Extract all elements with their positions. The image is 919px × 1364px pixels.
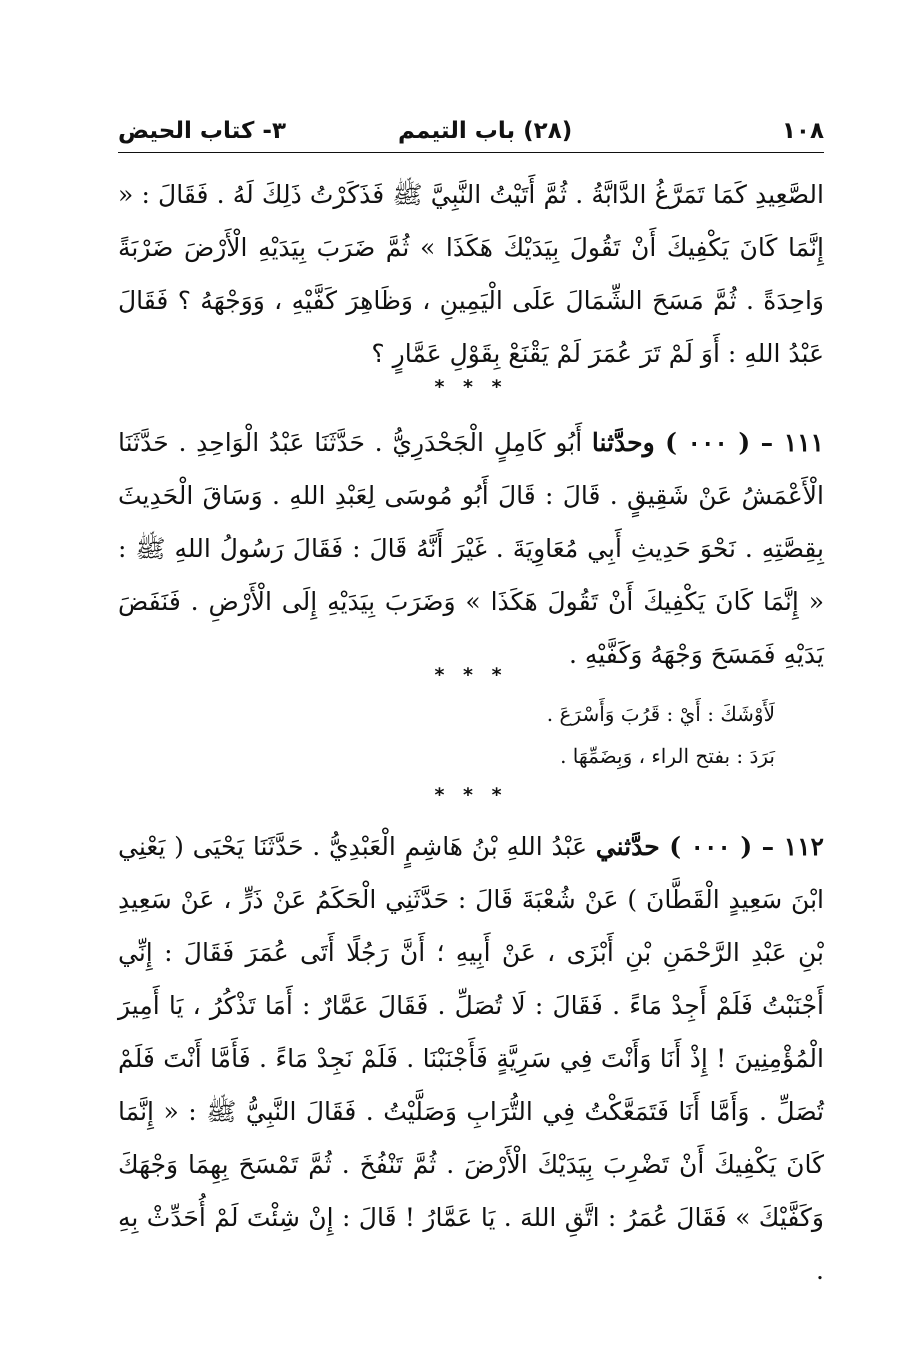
hadith-111-number: ١١١ – ( ٠٠٠ ) وحدَّثنا [591,428,824,457]
page-header [118,108,824,152]
paragraph-continuation: الصَّعِيدِ كَمَا تَمَرَّغُ الدَّابَّةُ . ثُمَّ أَتَيْتُ النَّبِيَّ ﷺ فَذَكَرْتُ ذَلِكَ لَهُ . فَقَالَ : « إِنَّمَا كَانَ يَكْفِيكَ أَنْ تَقُولَ بِيَدَيْكَ هَكَذَا » ثُمَّ ضَرَبَ بِيَدَيْهِ الْأَرْضَ ضَرْبَةً وَاحِدَةً . ثُمَّ مَسَحَ الشِّمَالَ عَلَى الْيَمِينِ ، وَظَاهِرَ كَفَّيْهِ ، وَوَجْهَهُ ؟ فَقَالَ عَبْدُ اللهِ : أَوَ لَمْ تَرَ عُمَرَ لَمْ يَقْنَعْ بِقَوْلِ عَمَّارٍ ؟ [118,180,824,368]
separator-stars: * * * [434,664,508,686]
hadith-112-number: ١١٢ – ( ٠٠٠ ) حدَّثني [595,832,824,861]
separator-stars: * * * [434,784,508,806]
hadith-112 [118,820,824,1297]
hadith-111 [118,416,824,681]
section-title: (٢٨) باب التيمم [398,118,573,144]
book-title: ٣- كتاب الحيض [118,118,286,144]
hadith-112-text: عَبْدُ اللهِ بْنُ هَاشِمٍ الْعَبْدِيُّ . حَدَّثَنَا يَحْيَى ( يَعْنِي ابْنَ سَعِيدٍ الْقَطَّانَ ) عَنْ شُعْبَةَ قَالَ : حَدَّثَنِي الْحَكَمُ عَنْ ذَرٍّ ، عَنْ سَعِيدِ بْنِ عَبْدِ الرَّحْمَنِ بْنِ أَبْزَى ، عَنْ أَبِيهِ ؛ أَنَّ رَجُلًا أَتَى عُمَرَ فَقَالَ : إِنِّي أَجْنَبْتُ فَلَمْ أَجِدْ مَاءً . فَقَالَ : لَا تُصَلِّ . فَقَالَ عَمَّارٌ : أَمَا تَذْكُرُ ، يَا أَمِيرَ الْمُؤْمِنِينَ ! إِذْ أَنَا وَأَنْتَ فِي سَرِيَّةٍ فَأَجْنَبْنَا . فَلَمْ نَجِدْ مَاءً . فَأَمَّا أَنْتَ فَلَمْ تُصَلِّ . وَأَمَّا أَنَا فَتَمَعَّكْتُ فِي التُّرَابِ وَصَلَّيْتُ . فَقَالَ النَّبِيُّ ﷺ : « إِنَّمَا كَانَ يَكْفِيكَ أَنْ تَضْرِبَ بِيَدَيْكَ الْأَرْضَ . ثُمَّ تَنْفُخَ . ثُمَّ تَمْسَحَ بِهِمَا وَجْهَكَ وَكَفَّيْكَ » فَقَالَ عُمَرُ : اتَّقِ اللهَ . يَا عَمَّارُ ! قَالَ : إِنْ شِئْتَ لَمْ أُحَدِّثْ بِهِ . [118,832,824,1285]
hadith-111-text: أَبُو كَامِلٍ الْجَحْدَرِيُّ . حَدَّثَنَا عَبْدُ الْوَاحِدِ . حَدَّثَنَا الْأَعْمَشُ عَنْ شَقِيقٍ . قَالَ : قَالَ أَبُو مُوسَى لِعَبْدِ اللهِ . وَسَاقَ الْحَدِيثَ بِقِصَّتِهِ . نَحْوَ حَدِيثِ أَبِي مُعَاوِيَةَ . غَيْرَ أَنَّهُ قَالَ : فَقَالَ رَسُولُ اللهِ ﷺ : « إِنَّمَا كَانَ يَكْفِيكَ أَنْ تَقُولَ هَكَذَا » وَضَرَبَ بِيَدَيْهِ إِلَى الْأَرْضِ . فَنَفَضَ يَدَيْهِ فَمَسَحَ وَجْهَهُ وَكَفَّيْهِ . [118,428,824,669]
page-number: ١٠٨ [781,118,824,144]
separator-stars: * * * [434,376,508,398]
gloss-line: لَأَوْشَكَ : أَيْ : قَرُبَ وَأَسْرَعَ . [546,702,775,726]
header-rule [118,152,824,153]
gloss-line: بَرَدَ : بفتح الراء ، وَبِضَمِّهَا . [560,744,775,768]
